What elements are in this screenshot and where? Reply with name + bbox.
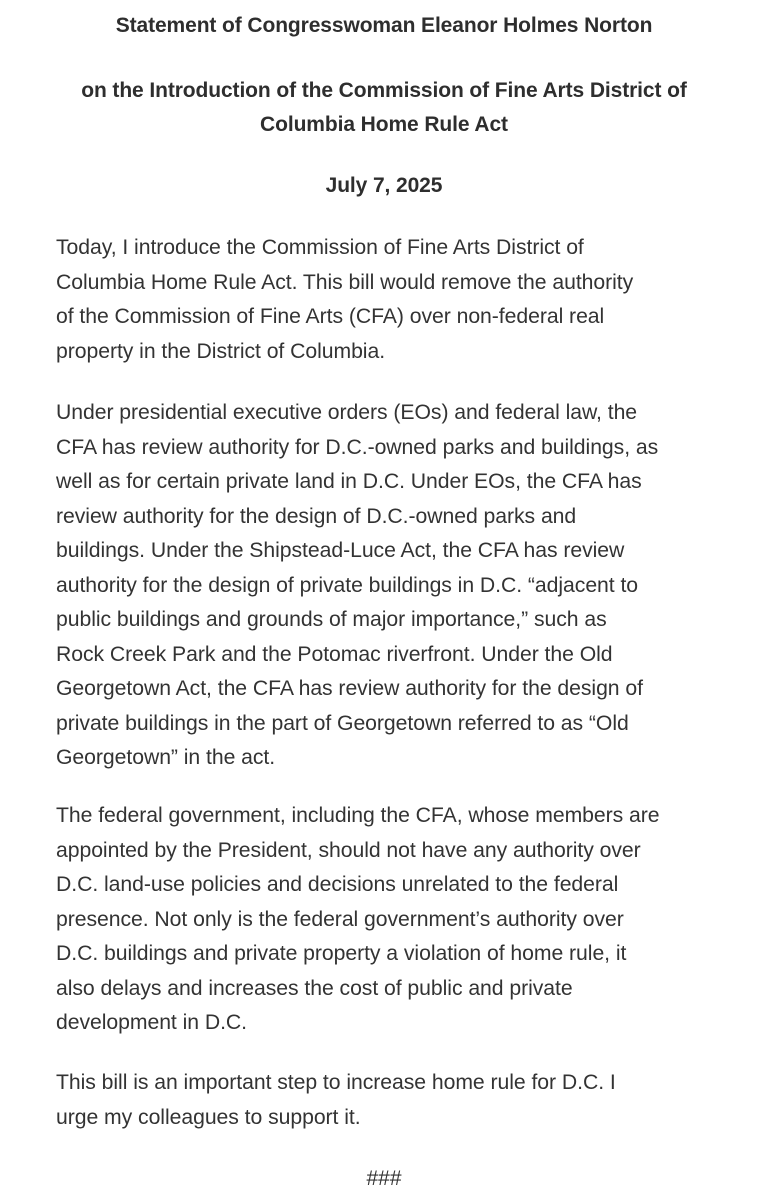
statement-title: Statement of Congresswoman Eleanor Holmes Norton [115,14,653,37]
paragraph-line: authority for the design of private buildings in D.C. “adjacent to [56,573,639,597]
paragraph-background [56,396,736,776]
paragraph-introduction [56,231,736,369]
paragraph-line: Under presidential executive orders (EOs) and federal law, the [56,401,638,424]
paragraph-line: The federal government, including the CFA, whose members are [56,804,660,827]
paragraph-line: private buildings in the part of Georgetown referred to as “Old [56,711,629,735]
paragraph-line: CFA has review authority for D.C.-owned parks and buildings, as [56,435,659,459]
paragraph-line: D.C. buildings and private property a violation of home rule, it [56,942,627,965]
paragraph-line: also delays and increases the cost of public and private [56,976,573,1000]
statement-date: July 7, 2025 [325,174,443,197]
subtitle-line: on the Introduction of the Commission of Fine Arts District of [81,79,687,102]
paragraph-line: of the Commission of Fine Arts (CFA) over non-federal real [56,305,605,328]
paragraph-line: urge my colleagues to support it. [56,1105,361,1129]
paragraph-line: presence. Not only is the federal government’s authority over [56,907,624,931]
paragraph-line: property in the District of Columbia. [56,339,386,363]
paragraph-conclusion [56,1066,736,1135]
paragraph-line: Rock Creek Park and the Potomac riverfront. Under the Old [56,642,613,666]
paragraph-line: buildings. Under the Shipstead-Luce Act, the CFA has review [56,539,625,562]
paragraph-line: development in D.C. [56,1011,248,1034]
paragraph-line: Georgetown” in the act. [56,746,276,769]
paragraph-line: Columbia Home Rule Act. This bill would remove the authority [56,270,634,294]
paragraph-argument [56,799,736,1041]
end-mark: ### [366,1167,402,1190]
paragraph-line: well as for certain private land in D.C. Under EOs, the CFA has [56,470,642,493]
paragraph-line: Today, I introduce the Commission of Fine Arts District of [56,236,584,259]
paragraph-line: This bill is an important step to increase home rule for D.C. I [56,1071,616,1094]
paragraph-line: public buildings and grounds of major importance,” such as [56,608,607,631]
subtitle-line: Columbia Home Rule Act [260,113,508,136]
statement-subtitle [0,74,768,142]
paragraph-line: Georgetown Act, the CFA has review authority for the design of [56,677,643,700]
paragraph-line: appointed by the President, should not have any authority over [56,838,641,862]
paragraph-line: review authority for the design of D.C.-owned parks and [56,504,577,528]
paragraph-line: D.C. land-use policies and decisions unrelated to the federal [56,873,619,896]
